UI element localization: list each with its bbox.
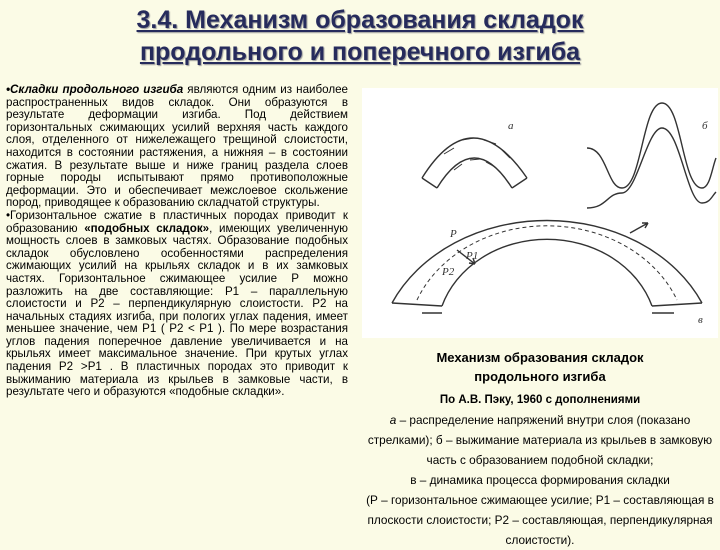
figure-caption	[360, 348, 720, 550]
slide-title	[0, 4, 720, 68]
force-vector-right	[630, 223, 648, 233]
caption-title	[360, 348, 720, 386]
body-text	[6, 84, 348, 399]
title-line-1: 3.4. Механизм образования складок	[136, 6, 584, 34]
paragraph-2-text: , имеющих увеличенную мощность слоев в замковых частях. Образование подобных складок обусловлено особенностями распределения сжимающих усилий на крыльях складок и в их замковых частях. Горизонтальное сжимающее усилие Р можно разложить на две составляющие: Р1 – параллельную слоистости и Р2 – перпендикулярную слоистости. Р2 на начальных стадиях изгиба, при пологих углах падения, имеет меньшее значение, чем Р1 ( Р2 < Р1 ). По мере возрастания углов падения поперечное давление увеличивается и на крыльях имеет максимальное значение. При крутых углах падения Р2 >Р1 . В пластичных породах это приводит к выжиманию материала из крыльев в замковые части, в результате чего и образуются «подобные складки».	[6, 221, 349, 399]
label-a: а	[508, 120, 514, 132]
paragraph-similar-folds	[6, 210, 348, 399]
layer-a-bottom	[437, 158, 512, 188]
caption-title-line-1: Механизм образования складок	[436, 350, 644, 365]
fold-diagram-svg	[362, 88, 718, 338]
caption-title-line-2: продольного изгиба	[474, 369, 606, 384]
fold-diagram	[362, 88, 718, 338]
label-p2: P2	[442, 266, 455, 278]
paragraph-longitudinal-folds	[6, 84, 348, 210]
label-b: б	[702, 120, 708, 132]
arch-outer	[392, 220, 702, 303]
title-line-2: продольного и поперечного изгиба	[139, 38, 581, 66]
caption-source: По А.В. Пэку, 1960 с дополнениями	[439, 394, 641, 406]
caption-desc-a	[360, 410, 720, 470]
caption-description	[360, 410, 720, 550]
caption-legend: (Р – горизонтальное сжимающее усилие; Р1 – составляющая в плоскости слоистости; Р2 – составляющая, перпендикулярная слоистости).	[366, 493, 714, 547]
compression-arrows	[454, 159, 495, 170]
label-c: в	[698, 314, 703, 326]
paragraph-2-start: •Горизонтальное сжатие в пластичных породах приводит к образованию	[6, 208, 348, 235]
wave-upper	[587, 103, 716, 188]
arch-ends	[392, 303, 702, 306]
caption-desc-a-text: – распределение напряжений внутри слоя (показано стрелками); б – выжимание материала из крыльев в замковую часть с образованием подобной складки;	[367, 413, 713, 467]
caption-letter-a: а	[389, 413, 397, 427]
term-longitudinal-folds: •Складки продольного изгиба	[6, 83, 184, 96]
caption-desc-c: в – динамика процесса формирования складки	[410, 473, 670, 487]
paragraph-1-text: являются одним из наиболее распространенных видов складок. Они образуются в результате деформации изгиба. Под действием горизонтальных сжимающих усилий верхняя часть каждого слоя, отделенного от нижележащего трещиной слоистости, находится в состоянии растяжения, а нижняя – в состоянии сжатия. В результате выше и ниже границ раздела слоев горные породы испытывают прямо противоположные деформации. Это и обеспечивает межслоевое скольжение пород, приводящее к образованию складчатой структуры.	[6, 83, 349, 210]
term-similar-folds: «подобных складок»	[84, 221, 210, 235]
label-p: P	[450, 228, 457, 240]
label-p1: P1	[466, 250, 479, 262]
